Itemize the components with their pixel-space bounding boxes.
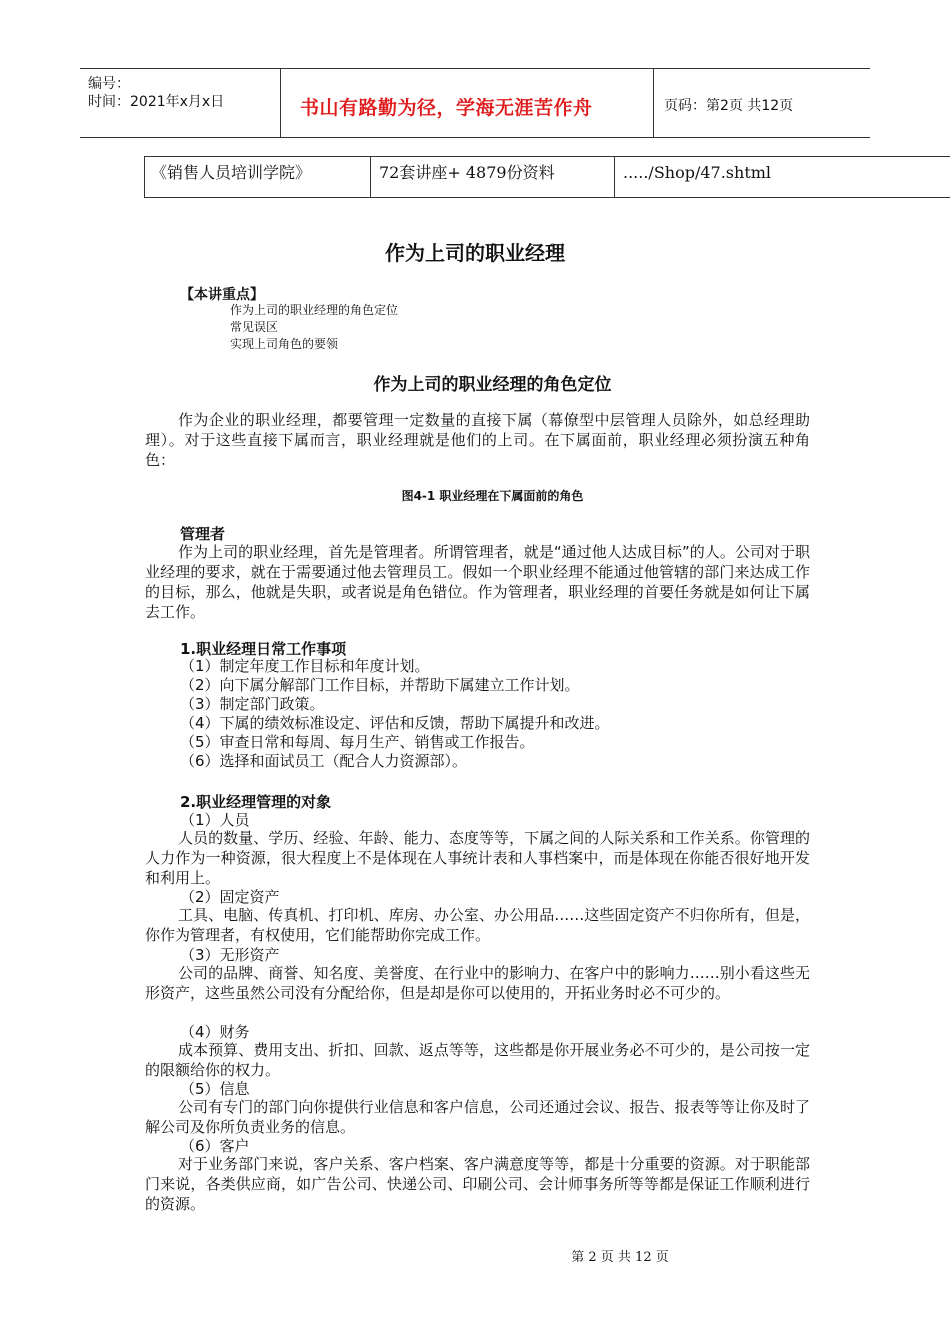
- section-title: 作为上司的职业经理的角色定位: [373, 375, 612, 395]
- key-points-list: [230, 302, 398, 353]
- intro-paragraph: 作为企业的职业经理，都要管理一定数量的直接下属（幕僚型中层管理人员除外，如总经理助理）。对于这些直接下属而言，职业经理就是他们的上司。在下属面前，职业经理必须扮演五种角色：: [145, 411, 810, 469]
- list-item: （3）制定部门政策。: [180, 695, 325, 713]
- header-meta-cell: [80, 69, 281, 137]
- key-points-heading: 【本讲重点】: [180, 287, 264, 303]
- key-point-item: 实现上司角色的要领: [230, 337, 339, 351]
- object-text-fixed-assets: 工具、电脑、传真机、打印机、库房、办公室、办公用品……这些固定资产不归你所有，但是，你作为管理者，有权使用，它们能帮助你完成工作。: [145, 906, 810, 944]
- object-text-finance: 成本预算、费用支出、折扣、回款、返点等等，这些都是你开展业务必不可少的，是公司按一定的限额给你的权力。: [145, 1041, 810, 1079]
- header-motto-cell: [280, 69, 654, 137]
- object-text-intangible: 公司的品牌、商誉、知名度、美誉度、在行业中的影响力、在客户中的影响力……别小看这些无形资产，这些虽然公司没有分配给你，但是却是你可以使用的，开拓业务时必不可少的。: [145, 964, 810, 1002]
- object-label-people: （1）人员: [180, 811, 250, 829]
- object-text-customers: 对于业务部门来说，客户关系、客户档案、客户满意度等等，都是十分重要的资源。对于职能部门来说，各类供应商，如广告公司、快递公司、印刷公司、会计师事务所等等都是保证工作顺利进行的资源。: [145, 1155, 810, 1213]
- list-item: （4）下属的绩效标准设定、评估和反馈，帮助下属提升和改进。: [180, 714, 610, 732]
- page-footer: 第 2 页 共 12 页: [571, 1250, 669, 1265]
- key-point-item: 常见误区: [230, 320, 279, 334]
- info-table: [144, 156, 950, 198]
- daily-tasks-heading: 1.职业经理日常工作事项: [180, 640, 347, 658]
- list-item: （5）审查日常和每周、每月生产、销售或工作报告。: [180, 733, 535, 751]
- info-course: 《销售人员培训学院》: [145, 157, 371, 197]
- object-text-people: 人员的数量、学历、经验、年龄、能力、态度等等，下属之间的人际关系和工作关系。你管理的人力作为一种资源，很大程度上不是体现在人事统计表和人事档案中，而是体现在你能否很好地开发和利用上。: [145, 829, 810, 887]
- figure-caption: 图4-1 职业经理在下属面前的角色: [401, 489, 584, 503]
- date-label: 时间：2021年x月x日: [88, 94, 225, 110]
- info-link[interactable]: ...../Shop/47.shtml: [623, 163, 772, 182]
- manager-paragraph: 作为上司的职业经理，首先是管理者。所谓管理者，就是“通过他人达成目标”的人。公司对于职业经理的要求，就在于需要通过他去管理员工。假如一个职业经理不能通过他管辖的部门来达成工作的目标，那么，他就是失职，或者说是角色错位。作为管理者，职业经理的首要任务就是如何让下属去工作。: [145, 543, 810, 621]
- key-point-item: 作为上司的职业经理的角色定位: [230, 303, 399, 317]
- object-label-fixed-assets: （2）固定资产: [180, 888, 280, 906]
- object-label-info: （5）信息: [180, 1080, 250, 1098]
- daily-tasks-list: [180, 657, 610, 771]
- page-title: 作为上司的职业经理: [385, 241, 565, 265]
- object-label-customers: （6）客户: [180, 1137, 250, 1155]
- object-text-info: 公司有专门的部门向你提供行业信息和客户信息，公司还通过会议、报告、报表等等让你及时了解公司及你所负责业务的信息。: [145, 1098, 810, 1136]
- motto: 书山有路勤为径，学海无涯苦作舟: [300, 97, 593, 119]
- objects-heading: 2.职业经理管理的对象: [180, 793, 332, 811]
- manager-heading: 管理者: [180, 525, 226, 543]
- list-item: （1）制定年度工作目标和年度计划。: [180, 657, 430, 675]
- list-item: （6）选择和面试员工（配合人力资源部）。: [180, 752, 468, 770]
- list-item: （2）向下属分解部门工作目标，并帮助下属建立工作计划。: [180, 676, 580, 694]
- page-header: [80, 68, 870, 138]
- info-materials: 72套讲座+ 4879份资料: [371, 157, 615, 197]
- object-label-intangible: （3）无形资产: [180, 946, 280, 964]
- object-label-finance: （4）财务: [180, 1023, 250, 1041]
- page-info: 页码：第2页 共12页: [664, 98, 794, 114]
- number-label: 编号：: [88, 76, 130, 92]
